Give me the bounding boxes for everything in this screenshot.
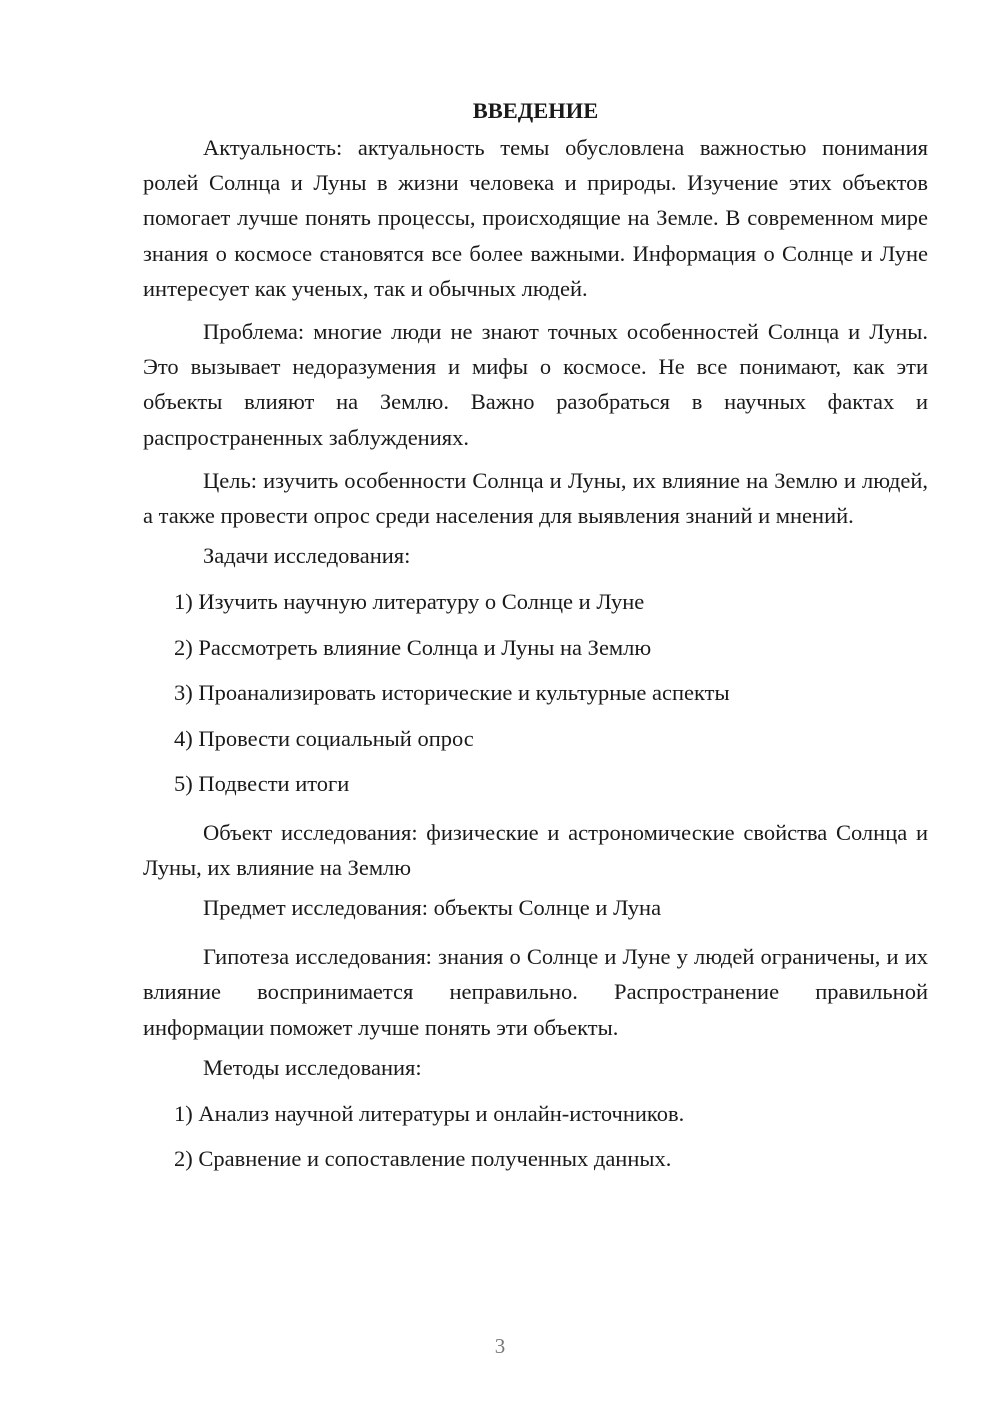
task-item-2: 2) Рассмотреть влияние Солнца и Луны на Землю	[174, 634, 652, 660]
task-item-1: 1) Изучить научную литературу о Солнце и Луне	[174, 589, 645, 615]
relevance-paragraph: Актуальность: актуальность темы обусловлена важностью понимания ролей Солнца и Луны в жизни человека и природы. Изучение этих объектов помогает лучше понять процессы, происходящие на Земле. В современном мире знания о космосе становятся все более важными. Информация о Солнце и Луне интересует как ученых, так и обычных людей.	[143, 135, 928, 301]
task-item-3: 3) Проанализировать исторические и культурные аспекты	[174, 680, 730, 706]
task-item-4: 4) Провести социальный опрос	[174, 725, 474, 751]
method-item-2: 2) Сравнение и сопоставление полученных данных.	[174, 1146, 672, 1172]
methods-heading: Методы исследования:	[203, 1054, 422, 1080]
page-number: 3	[494, 1334, 506, 1358]
hypothesis-paragraph: Гипотеза исследования: знания о Солнце и Луне у людей ограничены, и их влияние воспринимается неправильно. Распространение правильной информации поможет лучше понять эти объекты.	[143, 944, 928, 1040]
section-title: ВВЕДЕНИЕ	[472, 98, 599, 123]
goal-paragraph: Цель: изучить особенности Солнца и Луны, их влияние на Землю и людей, а также провести опрос среди населения для выявления знаний и мнений.	[143, 467, 928, 529]
object-paragraph: Объект исследования: физические и астрономические свойства Солнца и Луны, их влияние на Землю	[143, 819, 928, 880]
task-item-5: 5) Подвести итоги	[174, 771, 350, 797]
document-page	[143, 96, 928, 1190]
subject-paragraph: Предмет исследования: объекты Солнце и Луна	[203, 895, 662, 921]
tasks-heading: Задачи исследования:	[203, 543, 411, 569]
method-item-1: 1) Анализ научной литературы и онлайн-источников.	[174, 1100, 685, 1126]
problem-paragraph: Проблема: многие люди не знают точных особенностей Солнца и Луны. Это вызывает недоразумения и мифы о космосе. Не все понимают, как эти объекты влияют на Землю. Важно разобраться в научных фактах и распространенных заблуждениях.	[143, 319, 928, 450]
